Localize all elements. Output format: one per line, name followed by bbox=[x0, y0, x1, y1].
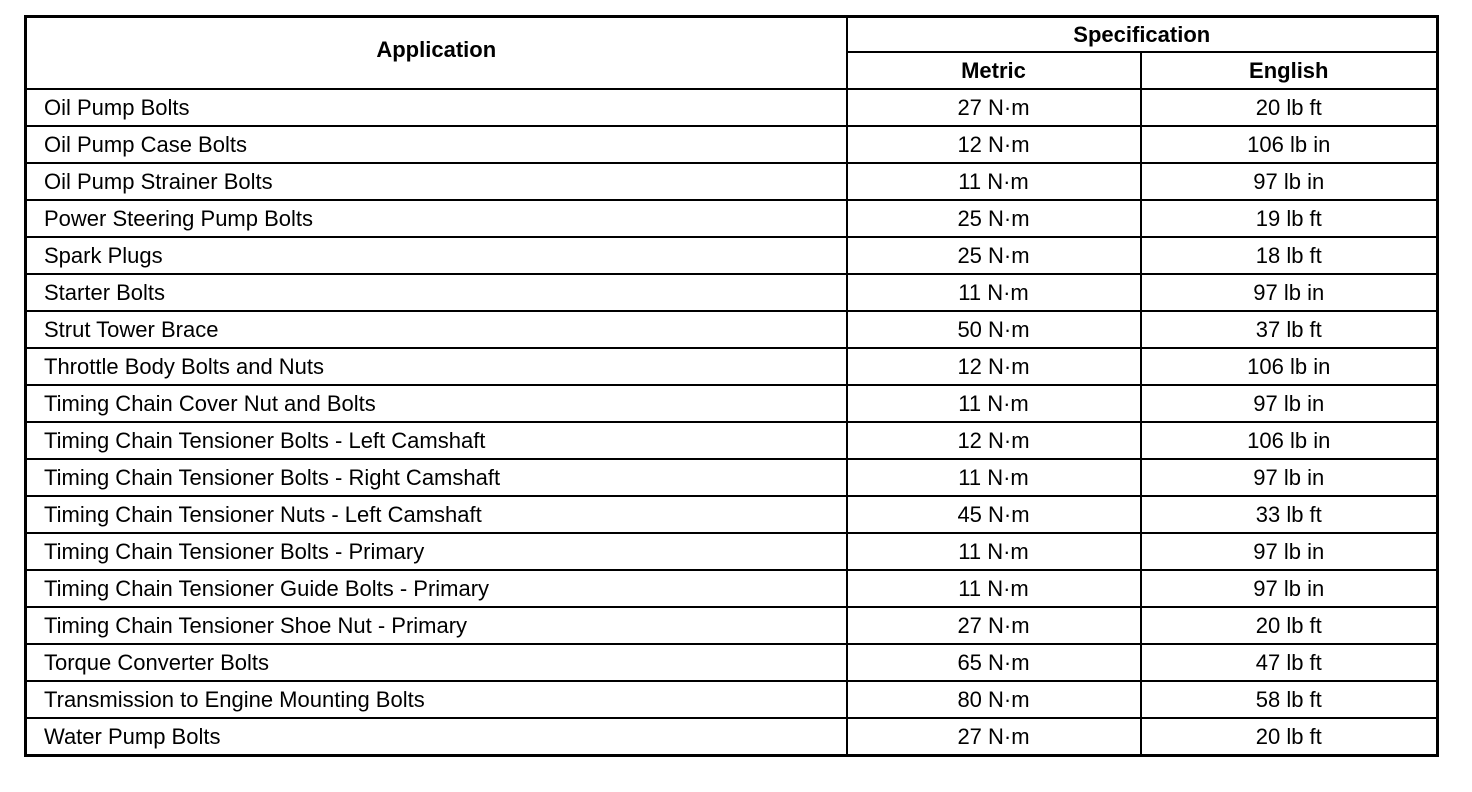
application-cell: Power Steering Pump Bolts bbox=[26, 200, 847, 237]
application-cell: Timing Chain Tensioner Guide Bolts - Primary bbox=[26, 570, 847, 607]
english-cell: 19 lb ft bbox=[1141, 200, 1438, 237]
english-cell: 20 lb ft bbox=[1141, 607, 1438, 644]
table-row bbox=[26, 496, 1438, 533]
table-row bbox=[26, 348, 1438, 385]
table-row bbox=[26, 459, 1438, 496]
metric-cell: 11 N·m bbox=[847, 163, 1141, 200]
metric-cell: 25 N·m bbox=[847, 200, 1141, 237]
english-cell: 97 lb in bbox=[1141, 570, 1438, 607]
metric-cell: 50 N·m bbox=[847, 311, 1141, 348]
table-row bbox=[26, 237, 1438, 274]
metric-cell: 12 N·m bbox=[847, 126, 1141, 163]
application-cell: Timing Chain Tensioner Bolts - Right Camshaft bbox=[26, 459, 847, 496]
english-header: English bbox=[1141, 52, 1438, 89]
english-cell: 97 lb in bbox=[1141, 274, 1438, 311]
english-cell: 33 lb ft bbox=[1141, 496, 1438, 533]
metric-cell: 27 N·m bbox=[847, 89, 1141, 126]
application-cell: Water Pump Bolts bbox=[26, 718, 847, 756]
application-cell: Spark Plugs bbox=[26, 237, 847, 274]
english-cell: 106 lb in bbox=[1141, 126, 1438, 163]
table-row bbox=[26, 385, 1438, 422]
table-row bbox=[26, 533, 1438, 570]
table-row bbox=[26, 570, 1438, 607]
application-cell: Strut Tower Brace bbox=[26, 311, 847, 348]
metric-cell: 45 N·m bbox=[847, 496, 1141, 533]
english-cell: 58 lb ft bbox=[1141, 681, 1438, 718]
application-header: Application bbox=[26, 17, 847, 90]
table-row bbox=[26, 311, 1438, 348]
application-cell: Timing Chain Tensioner Bolts - Primary bbox=[26, 533, 847, 570]
metric-cell: 80 N·m bbox=[847, 681, 1141, 718]
metric-cell: 12 N·m bbox=[847, 422, 1141, 459]
table-row bbox=[26, 607, 1438, 644]
application-cell: Oil Pump Bolts bbox=[26, 89, 847, 126]
english-cell: 97 lb in bbox=[1141, 163, 1438, 200]
english-cell: 20 lb ft bbox=[1141, 89, 1438, 126]
metric-cell: 65 N·m bbox=[847, 644, 1141, 681]
metric-cell: 27 N·m bbox=[847, 607, 1141, 644]
torque-specification-table bbox=[24, 15, 1439, 757]
table-body bbox=[26, 89, 1438, 756]
metric-cell: 11 N·m bbox=[847, 533, 1141, 570]
metric-cell: 11 N·m bbox=[847, 570, 1141, 607]
application-cell: Timing Chain Tensioner Shoe Nut - Primary bbox=[26, 607, 847, 644]
english-cell: 47 lb ft bbox=[1141, 644, 1438, 681]
table-row bbox=[26, 163, 1438, 200]
metric-cell: 11 N·m bbox=[847, 274, 1141, 311]
table-header bbox=[26, 17, 1438, 90]
table-row bbox=[26, 681, 1438, 718]
table-row bbox=[26, 126, 1438, 163]
table-row bbox=[26, 200, 1438, 237]
application-cell: Transmission to Engine Mounting Bolts bbox=[26, 681, 847, 718]
application-cell: Timing Chain Tensioner Nuts - Left Camshaft bbox=[26, 496, 847, 533]
table-row bbox=[26, 422, 1438, 459]
application-cell: Torque Converter Bolts bbox=[26, 644, 847, 681]
metric-cell: 27 N·m bbox=[847, 718, 1141, 756]
table-row bbox=[26, 644, 1438, 681]
metric-cell: 12 N·m bbox=[847, 348, 1141, 385]
application-cell: Throttle Body Bolts and Nuts bbox=[26, 348, 847, 385]
application-cell: Starter Bolts bbox=[26, 274, 847, 311]
english-cell: 20 lb ft bbox=[1141, 718, 1438, 756]
metric-cell: 11 N·m bbox=[847, 385, 1141, 422]
application-cell: Timing Chain Cover Nut and Bolts bbox=[26, 385, 847, 422]
english-cell: 97 lb in bbox=[1141, 533, 1438, 570]
metric-cell: 25 N·m bbox=[847, 237, 1141, 274]
metric-header: Metric bbox=[847, 52, 1141, 89]
english-cell: 106 lb in bbox=[1141, 422, 1438, 459]
application-cell: Oil Pump Case Bolts bbox=[26, 126, 847, 163]
english-cell: 97 lb in bbox=[1141, 459, 1438, 496]
header-row-top bbox=[26, 17, 1438, 53]
application-cell: Oil Pump Strainer Bolts bbox=[26, 163, 847, 200]
english-cell: 97 lb in bbox=[1141, 385, 1438, 422]
table-row bbox=[26, 718, 1438, 756]
table-row bbox=[26, 274, 1438, 311]
english-cell: 106 lb in bbox=[1141, 348, 1438, 385]
application-cell: Timing Chain Tensioner Bolts - Left Camshaft bbox=[26, 422, 847, 459]
table-row bbox=[26, 89, 1438, 126]
english-cell: 18 lb ft bbox=[1141, 237, 1438, 274]
specification-header: Specification bbox=[847, 17, 1438, 53]
metric-cell: 11 N·m bbox=[847, 459, 1141, 496]
english-cell: 37 lb ft bbox=[1141, 311, 1438, 348]
